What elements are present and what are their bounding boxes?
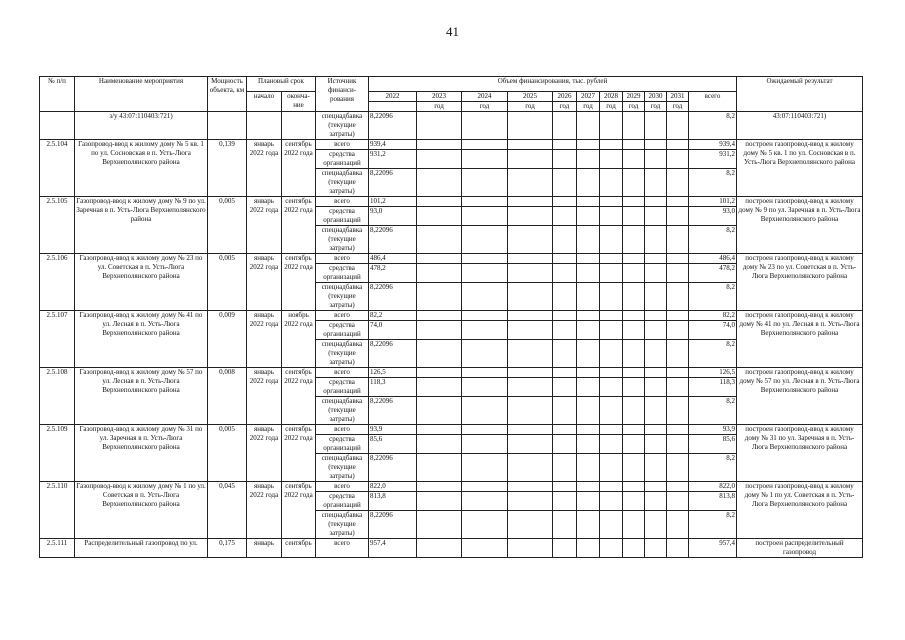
source-org: средства организаций [316, 150, 369, 169]
value-total: 8,2 [689, 397, 737, 425]
value-2022: 8,22096 [369, 340, 417, 368]
row-result: построен газопровод-ввод к жилому дому № 31 по ул. Заречная в п. Усть-Люга Верхнеполянского района [737, 425, 863, 482]
row-name: Газопровод-ввод к жилому дому № 57 по ул. Лесная в п. Усть-Люга Верхнеполянского района [75, 368, 208, 425]
row-num: 2.5.105 [40, 197, 75, 254]
row-capacity: 0,175 [208, 539, 247, 558]
row-num: 2.5.110 [40, 482, 75, 539]
value-total: 126,5 [689, 368, 737, 378]
row-end: сентябрь [282, 539, 316, 558]
value-total: 74,0 [689, 321, 737, 340]
row-result: построен газопровод-ввод к жилому дому № 41 по ул. Лесная в п. Усть-Люга Верхнеполянского района [737, 311, 863, 368]
header-total: всего [689, 92, 737, 112]
value-2022: 8,22096 [369, 511, 417, 539]
header-year: 2029 [623, 92, 645, 102]
table-row [40, 425, 863, 435]
continuation-total: 8,2 [689, 112, 737, 140]
header-volume: Объем финансирования, тыс. рублей [369, 77, 737, 92]
value-2022: 74,0 [369, 321, 417, 340]
row-start: январь 2022 года [247, 254, 282, 311]
value-total: 118,3 [689, 378, 737, 397]
value-total: 8,2 [689, 454, 737, 482]
value-total: 93,9 [689, 425, 737, 435]
header-term-start: начало [247, 92, 282, 112]
value-total: 957,4 [689, 539, 737, 558]
source-org: средства организаций [316, 321, 369, 340]
value-total: 931,2 [689, 150, 737, 169]
header-year: 2027 [577, 92, 600, 102]
source-all: всего [316, 425, 369, 435]
header-year: 2024 [462, 92, 508, 102]
source-all: всего [316, 482, 369, 492]
row-result: построен газопровод-ввод к жилому дому № 23 по ул. Советская в п. Усть-Люга Верхнеполянского района [737, 254, 863, 311]
row-name: Газопровод-ввод к жилому дому № 5 кв. 1 по ул. Сосновская в п. Усть-Люга Верхнеполянского района [75, 140, 208, 197]
value-2022: 93,0 [369, 207, 417, 226]
table-row [40, 254, 863, 264]
row-end: сентябрь 2022 года [282, 425, 316, 482]
header-year-suffix: год [508, 102, 553, 112]
value-2022: 957,4 [369, 539, 417, 558]
row-end: ноябрь 2022 года [282, 311, 316, 368]
row-end: сентябрь 2022 года [282, 197, 316, 254]
header-result: Ожидаемый результат [737, 77, 863, 112]
row-capacity: 0,005 [208, 197, 247, 254]
source-surcharge: спецнадбавка (текущие затраты) [316, 226, 369, 254]
financing-table [39, 76, 863, 558]
header-year-suffix: год [417, 102, 462, 112]
value-total: 8,2 [689, 226, 737, 254]
header-num: № п/п [40, 77, 75, 112]
value-2022: 118,3 [369, 378, 417, 397]
source-surcharge: спецнадбавка (текущие затраты) [316, 169, 369, 197]
source-all: всего [316, 140, 369, 150]
row-capacity: 0,009 [208, 311, 247, 368]
table-row [40, 140, 863, 150]
value-total: 8,2 [689, 511, 737, 539]
header-term-end: оконча-ние [282, 92, 316, 112]
header-year: 2022 [369, 92, 417, 102]
row-result: построен распределительный газопровод [737, 539, 863, 558]
continuation-row [40, 112, 863, 140]
value-total: 82,2 [689, 311, 737, 321]
value-2022: 931,2 [369, 150, 417, 169]
row-name: Газопровод-ввод к жилому дому № 31 по ул. Заречная в п. Усть-Люга Верхнеполянского района [75, 425, 208, 482]
row-start: январь 2022 года [247, 368, 282, 425]
source-org: средства организаций [316, 492, 369, 511]
row-name: Газопровод-ввод к жилому дому № 9 по ул. Заречная в п. Усть-Люга Верхнеполянского района [75, 197, 208, 254]
row-name: Газопровод-ввод к жилому дому № 23 по ул. Советская в п. Усть-Люга Верхнеполянского района [75, 254, 208, 311]
value-total: 8,2 [689, 283, 737, 311]
source-all: всего [316, 539, 369, 558]
row-start: январь 2022 года [247, 197, 282, 254]
header-year: 2031 [667, 92, 689, 102]
value-2022: 486,4 [369, 254, 417, 264]
source-surcharge: спецнадбавка (текущие затраты) [316, 283, 369, 311]
value-total: 813,8 [689, 492, 737, 511]
value-total: 8,2 [689, 169, 737, 197]
source-surcharge: спецнадбавка (текущие затраты) [316, 397, 369, 425]
row-end: сентябрь 2022 года [282, 254, 316, 311]
row-end: сентябрь 2022 года [282, 140, 316, 197]
header-capacity: Мощность объекта, км [208, 77, 247, 112]
row-num: 2.5.106 [40, 254, 75, 311]
value-2022: 939,4 [369, 140, 417, 150]
header-term: Плановый срок [247, 77, 316, 92]
header-year: 2028 [600, 92, 623, 102]
header-year-suffix [369, 102, 417, 112]
header-source: Источник финанси-рования [316, 77, 369, 112]
header-year: 2026 [553, 92, 577, 102]
source-org: средства организаций [316, 207, 369, 226]
value-2022: 126,5 [369, 368, 417, 378]
row-start: январь [247, 539, 282, 558]
value-2022: 8,22096 [369, 283, 417, 311]
source-all: всего [316, 311, 369, 321]
header-year-suffix: год [623, 102, 645, 112]
source-all: всего [316, 197, 369, 207]
value-2022: 822,0 [369, 482, 417, 492]
source-all: всего [316, 368, 369, 378]
value-total: 93,0 [689, 207, 737, 226]
value-total: 8,2 [689, 340, 737, 368]
row-result: построен газопровод-ввод к жилому дому № 57 по ул. Лесная в п. Усть-Люга Верхнеполянского района [737, 368, 863, 425]
header-year-suffix: год [600, 102, 623, 112]
table-row [40, 482, 863, 492]
source-all: всего [316, 254, 369, 264]
row-num: 2.5.107 [40, 311, 75, 368]
value-2022: 8,22096 [369, 226, 417, 254]
header-year: 2023 [417, 92, 462, 102]
value-2022: 478,2 [369, 264, 417, 283]
header-year-suffix: год [462, 102, 508, 112]
value-2022: 813,8 [369, 492, 417, 511]
row-start: январь 2022 года [247, 482, 282, 539]
continuation-name: з/у 43:07:110403:721) [75, 112, 208, 140]
source-surcharge: спецнадбавка (текущие затраты) [316, 511, 369, 539]
value-total: 101,2 [689, 197, 737, 207]
row-num: 2.5.108 [40, 368, 75, 425]
row-name: Газопровод-ввод к жилому дому № 1 по ул. Советская в п. Усть-Люга Верхнеполянского района [75, 482, 208, 539]
continuation-source: спецнадбавка (текущие затраты) [316, 112, 369, 140]
row-num: 2.5.109 [40, 425, 75, 482]
value-total: 478,2 [689, 264, 737, 283]
row-result: построен газопровод-ввод к жилому дому № 9 по ул. Заречная в п. Усть-Люга Верхнеполянского района [737, 197, 863, 254]
value-2022: 8,22096 [369, 397, 417, 425]
value-total: 822,0 [689, 482, 737, 492]
row-capacity: 0,139 [208, 140, 247, 197]
header-year: 2025 [508, 92, 553, 102]
row-num: 2.5.111 [40, 539, 75, 558]
value-2022: 101,2 [369, 197, 417, 207]
source-org: средства организаций [316, 435, 369, 454]
value-2022: 82,2 [369, 311, 417, 321]
row-result: построен газопровод-ввод к жилому дому № 1 по ул. Советская в п. Усть-Люга Верхнеполянского района [737, 482, 863, 539]
header-year-suffix: год [577, 102, 600, 112]
table-row [40, 368, 863, 378]
table-row [40, 539, 863, 558]
header-year-suffix: год [553, 102, 577, 112]
continuation-2022: 8,22096 [369, 112, 417, 140]
header-year: 2030 [645, 92, 667, 102]
header-name: Наименование мероприятия [75, 77, 208, 112]
header-year-suffix: год [667, 102, 689, 112]
table-row [40, 197, 863, 207]
value-2022: 8,22096 [369, 454, 417, 482]
row-capacity: 0,008 [208, 368, 247, 425]
row-start: январь 2022 года [247, 425, 282, 482]
row-num: 2.5.104 [40, 140, 75, 197]
value-2022: 8,22096 [369, 169, 417, 197]
row-name: Газопровод-ввод к жилому дому № 41 по ул. Лесная в п. Усть-Люга Верхнеполянского района [75, 311, 208, 368]
value-total: 486,4 [689, 254, 737, 264]
row-capacity: 0,005 [208, 254, 247, 311]
row-name: Распределительный газопровод по ул. [75, 539, 208, 558]
source-surcharge: спецнадбавка (текущие затраты) [316, 454, 369, 482]
value-total: 939,4 [689, 140, 737, 150]
value-total: 85,6 [689, 435, 737, 454]
source-surcharge: спецнадбавка (текущие затраты) [316, 340, 369, 368]
value-2022: 93,9 [369, 425, 417, 435]
source-org: средства организаций [316, 378, 369, 397]
row-end: сентябрь 2022 года [282, 482, 316, 539]
row-start: январь 2022 года [247, 140, 282, 197]
value-2022: 85,6 [369, 435, 417, 454]
row-capacity: 0,005 [208, 425, 247, 482]
continuation-result: 43:07:110403:721) [737, 112, 863, 140]
source-org: средства организаций [316, 264, 369, 283]
row-result: построен газопровод-ввод к жилому дому № 5 кв. 1 по ул. Сосновская в п. Усть-Люга Верхнеполянского района [737, 140, 863, 197]
row-capacity: 0,045 [208, 482, 247, 539]
row-start: январь 2022 года [247, 311, 282, 368]
table-row [40, 311, 863, 321]
page-number: 41 [446, 24, 459, 39]
header-year-suffix: год [645, 102, 667, 112]
row-end: сентябрь 2022 года [282, 368, 316, 425]
